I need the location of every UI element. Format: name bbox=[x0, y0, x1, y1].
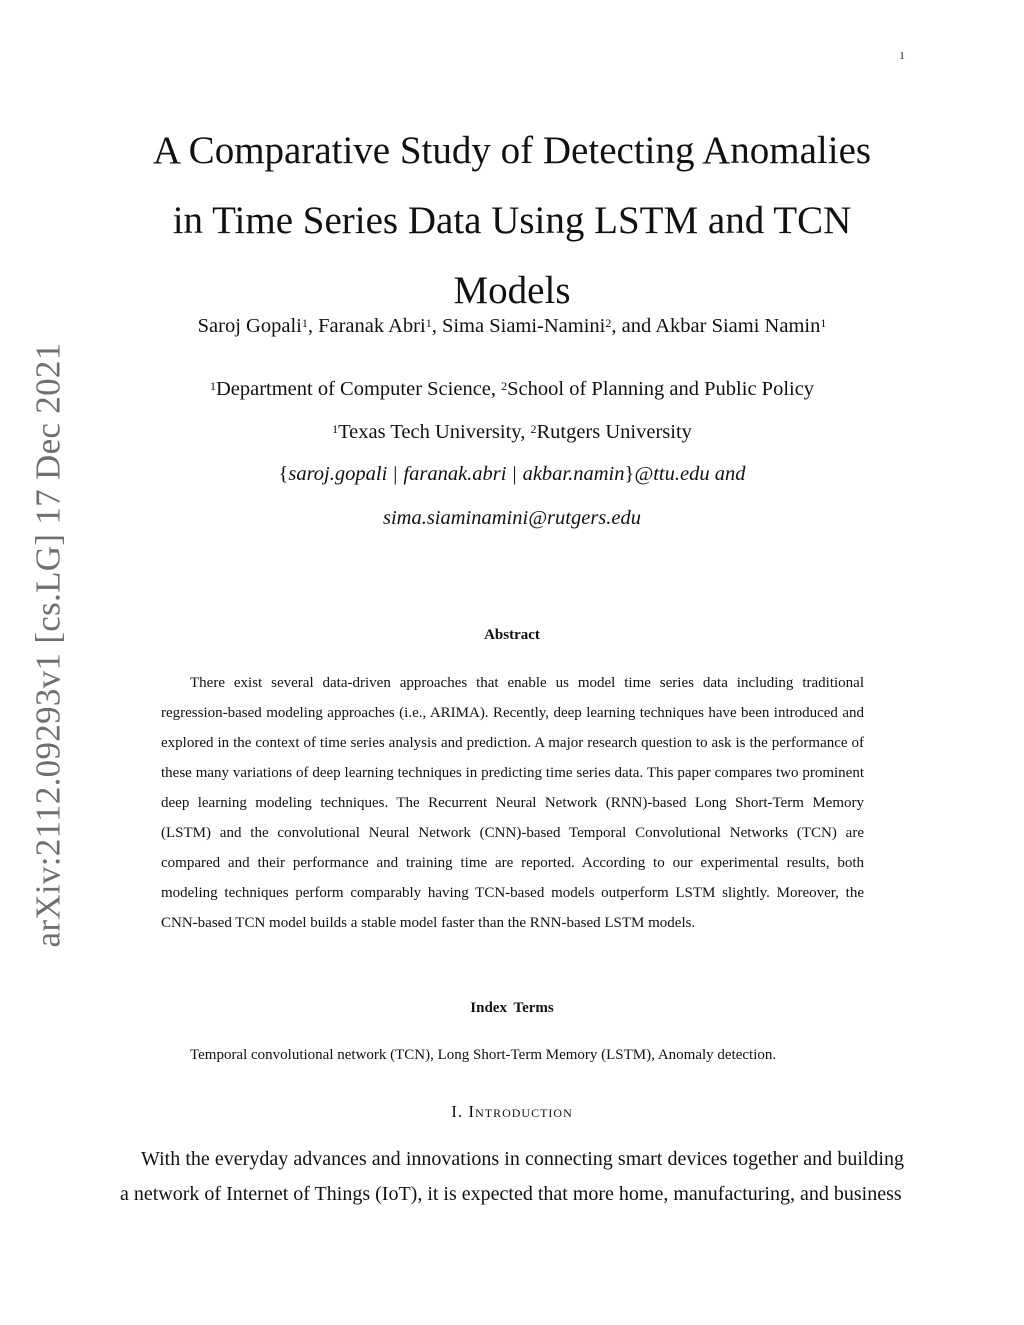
email-user: akbar.namin bbox=[522, 463, 625, 485]
email-user: faranak.abri bbox=[403, 463, 507, 485]
title-line-1: A Comparative Study of Detecting Anomalies bbox=[152, 129, 872, 173]
university-name: Texas Tech University, bbox=[338, 421, 531, 443]
author-list bbox=[60, 312, 964, 340]
title-line-2: in Time Series Data Using LSTM and TCN bbox=[172, 199, 852, 243]
index-terms-heading: Index Terms bbox=[470, 1000, 554, 1016]
school-name: School of Planning and Public Policy bbox=[507, 378, 815, 400]
affiliation-universities bbox=[60, 418, 964, 446]
author-name: Faranak Abri bbox=[318, 315, 426, 337]
index-terms-text: Temporal convolutional network (TCN), Long Short-Term Memory (LSTM), Anomaly detection. bbox=[190, 1047, 777, 1063]
email-domain: @ttu.edu bbox=[634, 463, 710, 485]
introduction-text: With the everyday advances and innovations in connecting smart devices together and building a network of Internet of Things (IoT), it is expected that more home, manufacturing, and business bbox=[120, 1148, 904, 1205]
title-line-3: Models bbox=[453, 269, 571, 313]
department-name: Department of Computer Science, bbox=[215, 378, 502, 400]
author-separator: , bbox=[431, 315, 442, 337]
abstract-heading: Abstract bbox=[484, 627, 540, 643]
author-name: Sima Siami-Namini bbox=[441, 315, 606, 337]
email-separator: | bbox=[512, 463, 517, 485]
email-open-brace: { bbox=[278, 463, 289, 485]
author-emails bbox=[60, 460, 964, 488]
arxiv-stamp-text: arXiv:2112.09293v1 [cs.LG] 17 Dec 2021 bbox=[28, 342, 68, 948]
author-name: Akbar Siami Namin bbox=[655, 315, 821, 337]
email-close-brace: } bbox=[624, 463, 635, 485]
author-affiliation-mark: 2 bbox=[605, 316, 612, 330]
affiliation-mark: 2 bbox=[530, 422, 537, 436]
author-separator: , bbox=[307, 315, 319, 337]
email-and: and bbox=[709, 463, 746, 485]
section-heading-introduction: I. Introduction bbox=[451, 1102, 573, 1121]
page-number: 1 bbox=[899, 50, 905, 62]
author-name: Saroj Gopali bbox=[197, 315, 302, 337]
email-user: saroj.gopali bbox=[288, 463, 388, 485]
author-and: , and bbox=[611, 315, 656, 337]
abstract-text: There exist several data-driven approaches that enable us model time series data including traditional regression-based modeling approaches (i.e., ARIMA). Recently, deep learning techniques have been introduced and explored in the context of time series analysis and prediction. A major research question to ask is the performance of these many variations of deep learning techniques in predicting time series data. This paper compares two prominent deep learning modeling techniques. The Recurrent Neural Network (RNN)-based Long Short-Term Memory (LSTM) and the convolutional Neural Network (CNN)-based Temporal Convolutional Networks (TCN) are compared and their performance and training time are reported. According to our experimental results, both modeling techniques perform comparably having TCN-based models outperform LSTM slightly. Moreover, the CNN-based TCN model builds a stable model faster than the RNN-based LSTM models. bbox=[161, 675, 864, 931]
affiliation-mark: 2 bbox=[501, 379, 508, 393]
author-affiliation-mark: 1 bbox=[301, 316, 308, 330]
affiliation-mark: 1 bbox=[209, 379, 216, 393]
paper-title bbox=[100, 116, 924, 326]
author-email-secondary: sima.siaminamini@rutgers.edu bbox=[382, 507, 642, 529]
affiliation-mark: 1 bbox=[332, 422, 339, 436]
university-name: Rutgers University bbox=[536, 421, 692, 443]
email-separator: | bbox=[393, 463, 398, 485]
affiliation-departments bbox=[60, 375, 964, 403]
author-affiliation-mark: 1 bbox=[820, 316, 827, 330]
author-affiliation-mark: 1 bbox=[425, 316, 432, 330]
